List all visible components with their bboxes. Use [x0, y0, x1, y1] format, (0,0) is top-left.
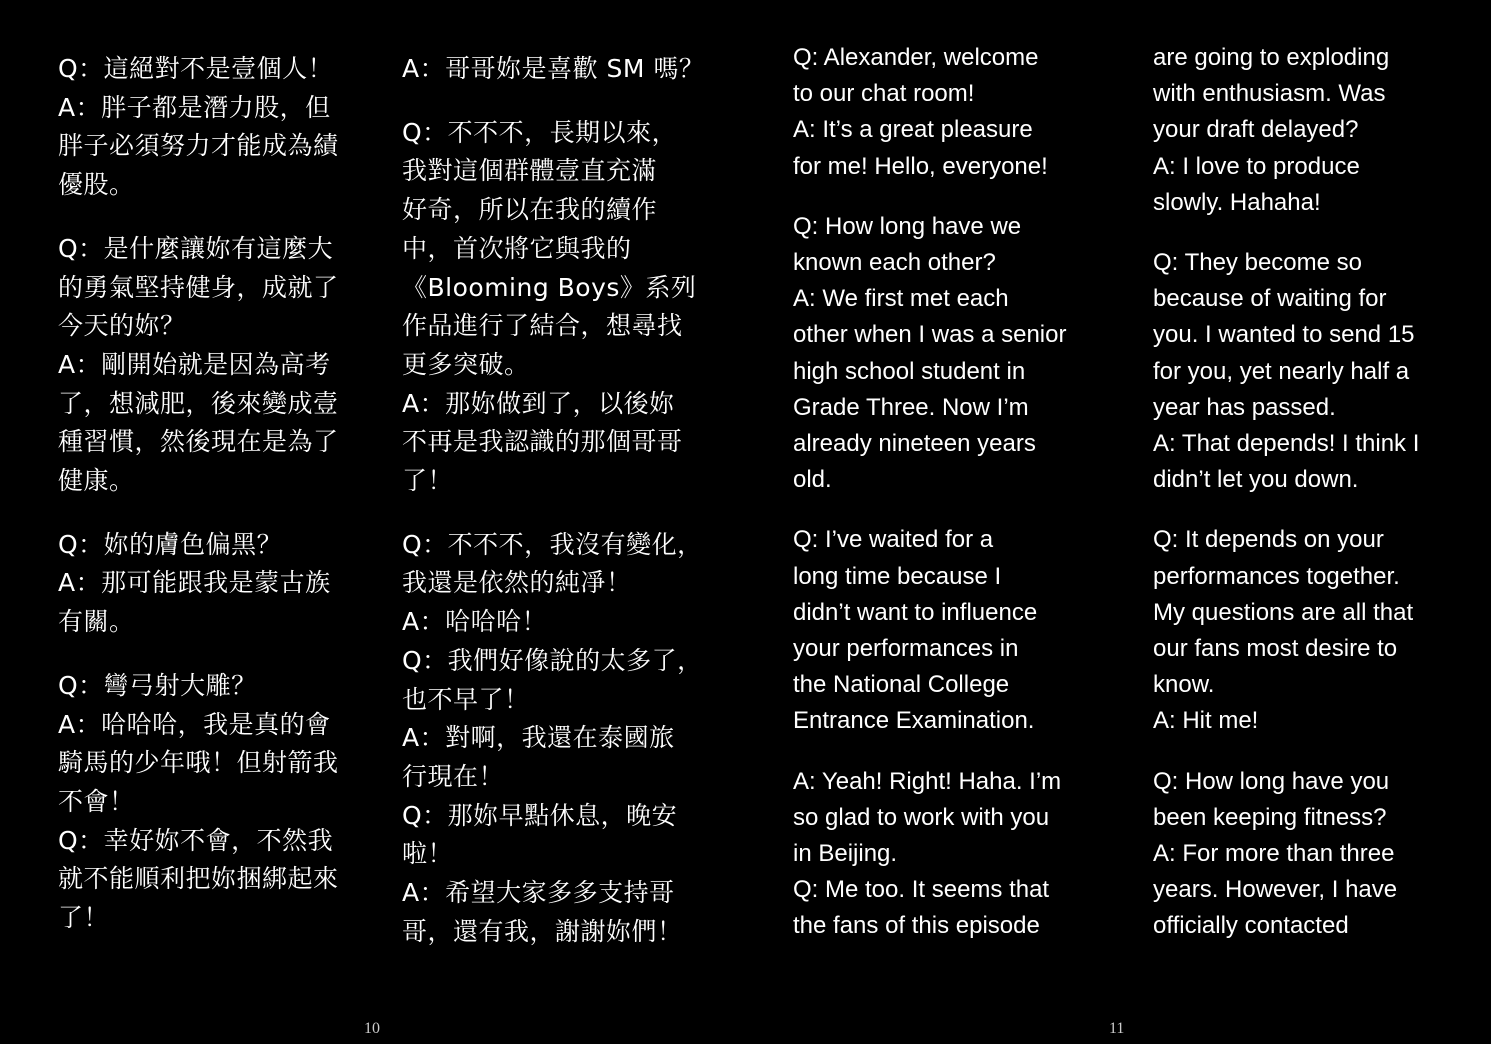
blank-line — [1153, 498, 1453, 522]
text-line: 的勇氣堅持健身，成就了 — [58, 272, 339, 302]
text-line: Entrance Examination. — [793, 707, 1035, 735]
text-line: Q：那妳早點休息，晚安 — [402, 800, 678, 830]
text-line: with enthusiasm. Was — [1153, 80, 1386, 108]
text-line: you. I wanted to send 15 — [1153, 321, 1415, 349]
text-line: the National College — [793, 671, 1010, 699]
text-line: 健康。 — [58, 466, 135, 496]
text-line: 有關。 — [58, 607, 135, 637]
text-line: My questions are all that — [1153, 598, 1414, 626]
left-page — [0, 0, 745, 1044]
blank-line — [793, 740, 1093, 764]
text-line: long time because I — [793, 562, 1002, 590]
text-line: years. However, I have — [1153, 876, 1398, 904]
text-line: A：希望大家多多支持哥 — [402, 878, 675, 908]
text-line: your performances in — [793, 635, 1019, 663]
text-line: Q：幸好妳不會，不然我 — [58, 825, 334, 855]
left-page-column-1 — [58, 0, 358, 938]
text-line: A: Hit me! — [1153, 707, 1259, 735]
text-line: 中，首次將它與我的 — [402, 233, 632, 263]
text-line: didn’t want to influence — [793, 598, 1038, 626]
text-line: for me! Hello, everyone! — [793, 152, 1048, 180]
text-line: 啦！ — [402, 839, 454, 869]
text-line: 今天的妳？ — [58, 311, 186, 341]
text-line: are going to exploding — [1153, 44, 1390, 71]
blank-line — [793, 185, 1093, 209]
text-line: 也不早了！ — [402, 684, 530, 714]
text-line: A：那妳做到了，以後妳 — [402, 388, 675, 418]
text-line: 我對這個群體壹直充滿 — [402, 156, 658, 186]
text-line: been keeping fitness? — [1153, 803, 1387, 831]
text-line: A：那可能跟我是蒙古族 — [58, 568, 331, 598]
text-line: Q: They become so — [1153, 249, 1362, 277]
text-line: Q：彎弓射大雕？ — [58, 670, 257, 700]
text-line: in Beijing. — [793, 840, 898, 868]
text-line: 哥，還有我，謝謝妳們！ — [402, 916, 683, 946]
text-line: Q：妳的膚色偏黑？ — [58, 529, 283, 559]
text-line: Q: How long have we — [793, 212, 1022, 240]
text-line: your draft delayed? — [1153, 116, 1359, 144]
text-line: 不再是我認識的那個哥哥 — [402, 427, 683, 457]
text-line: Q: Me too. It seems that — [793, 876, 1050, 904]
text-line: A：對啊，我還在泰國旅 — [402, 723, 675, 753]
text-line: Q: How long have you — [1153, 767, 1390, 795]
text-line: Q：我們好像說的太多了， — [402, 645, 703, 675]
text-line: to our chat room! — [793, 80, 975, 108]
text-line: Q：不不不，我沒有變化， — [402, 529, 703, 559]
text-line: Grade Three. Now I’m — [793, 393, 1029, 421]
text-line: known each other? — [793, 249, 996, 277]
text-line: A: Yeah! Right! Haha. I’m — [793, 767, 1062, 795]
text-line: 《Blooming Boys》系列 — [402, 272, 697, 302]
text-line: year has passed. — [1153, 393, 1336, 421]
text-line: 種習慣，然後現在是為了 — [58, 427, 339, 457]
text-line: Q：是什麼讓妳有這麼大 — [58, 233, 334, 263]
text-line: A：哈哈哈，我是真的會 — [58, 709, 331, 739]
blank-line — [793, 498, 1093, 522]
text-line: Q: Alexander, welcome — [793, 44, 1039, 71]
text-line: 更多突破。 — [402, 349, 530, 379]
text-line: other when I was a senior — [793, 321, 1067, 349]
text-line: already nineteen years — [793, 430, 1036, 458]
text-line: the fans of this episode — [793, 912, 1040, 940]
text-line: 好奇，所以在我的續作 — [402, 195, 658, 225]
text-line: Q: I’ve waited for a — [793, 526, 994, 554]
blank-line — [58, 501, 358, 526]
text-line: A: We first met each — [793, 285, 1009, 313]
text-line: 作品進行了結合，想尋找 — [402, 311, 683, 341]
text-line: didn’t let you down. — [1153, 466, 1359, 494]
right-page — [745, 0, 1491, 1044]
text-line: slowly. Hahaha! — [1153, 188, 1321, 216]
text-line: 了！ — [58, 903, 110, 933]
right-page-column-2 — [1153, 0, 1453, 945]
text-line: know. — [1153, 671, 1215, 699]
text-line: performances together. — [1153, 562, 1400, 590]
blank-line — [58, 205, 358, 230]
blank-line — [1153, 221, 1453, 245]
text-line: 騎馬的少年哦！但射箭我 — [58, 748, 339, 778]
text-line: old. — [793, 466, 832, 494]
text-line: officially contacted — [1153, 912, 1349, 940]
text-line: our fans most desire to — [1153, 635, 1398, 663]
text-line: A：胖子都是潛力股，但 — [58, 92, 331, 122]
page-number-left: 10 — [364, 1020, 380, 1037]
text-line: A: I love to produce — [1153, 152, 1360, 180]
text-line: A：剛開始就是因為高考 — [58, 349, 331, 379]
left-page-column-2 — [402, 0, 705, 951]
text-line: 我還是依然的純凈！ — [402, 568, 632, 598]
text-line: A: That depends! I think I — [1153, 430, 1420, 458]
text-line: Q：不不不，長期以來， — [402, 117, 678, 147]
text-line: A: It’s a great pleasure — [793, 116, 1033, 144]
text-line: A：哈哈哈！ — [402, 607, 548, 637]
blank-line — [402, 501, 702, 526]
page-number-right: 11 — [1109, 1020, 1125, 1037]
text-line: Q：這絕對不是壹個人！ — [58, 54, 334, 83]
text-line: so glad to work with you — [793, 803, 1050, 831]
text-line: for you, yet nearly half a — [1153, 357, 1410, 385]
text-line: 就不能順利把妳捆綁起來 — [58, 864, 339, 894]
blank-line — [1153, 740, 1453, 764]
text-line: 胖子必須努力才能成為績 — [58, 131, 339, 161]
text-line: A: For more than three — [1153, 840, 1395, 868]
text-line: 了！ — [402, 466, 454, 496]
text-line: 不會！ — [58, 786, 135, 816]
blank-line — [402, 89, 702, 114]
text-line: because of waiting for — [1153, 285, 1387, 313]
text-line: A：哥哥妳是喜歡 SM 嗎？ — [402, 54, 705, 83]
right-page-column-1 — [793, 0, 1093, 945]
text-line: Q: It depends on your — [1153, 526, 1384, 554]
blank-line — [58, 642, 358, 667]
text-line: 了，想減肥，後來變成壹 — [58, 388, 339, 418]
text-line: high school student in — [793, 357, 1026, 385]
text-line: 行現在！ — [402, 761, 505, 791]
text-line: 優股。 — [58, 170, 135, 200]
